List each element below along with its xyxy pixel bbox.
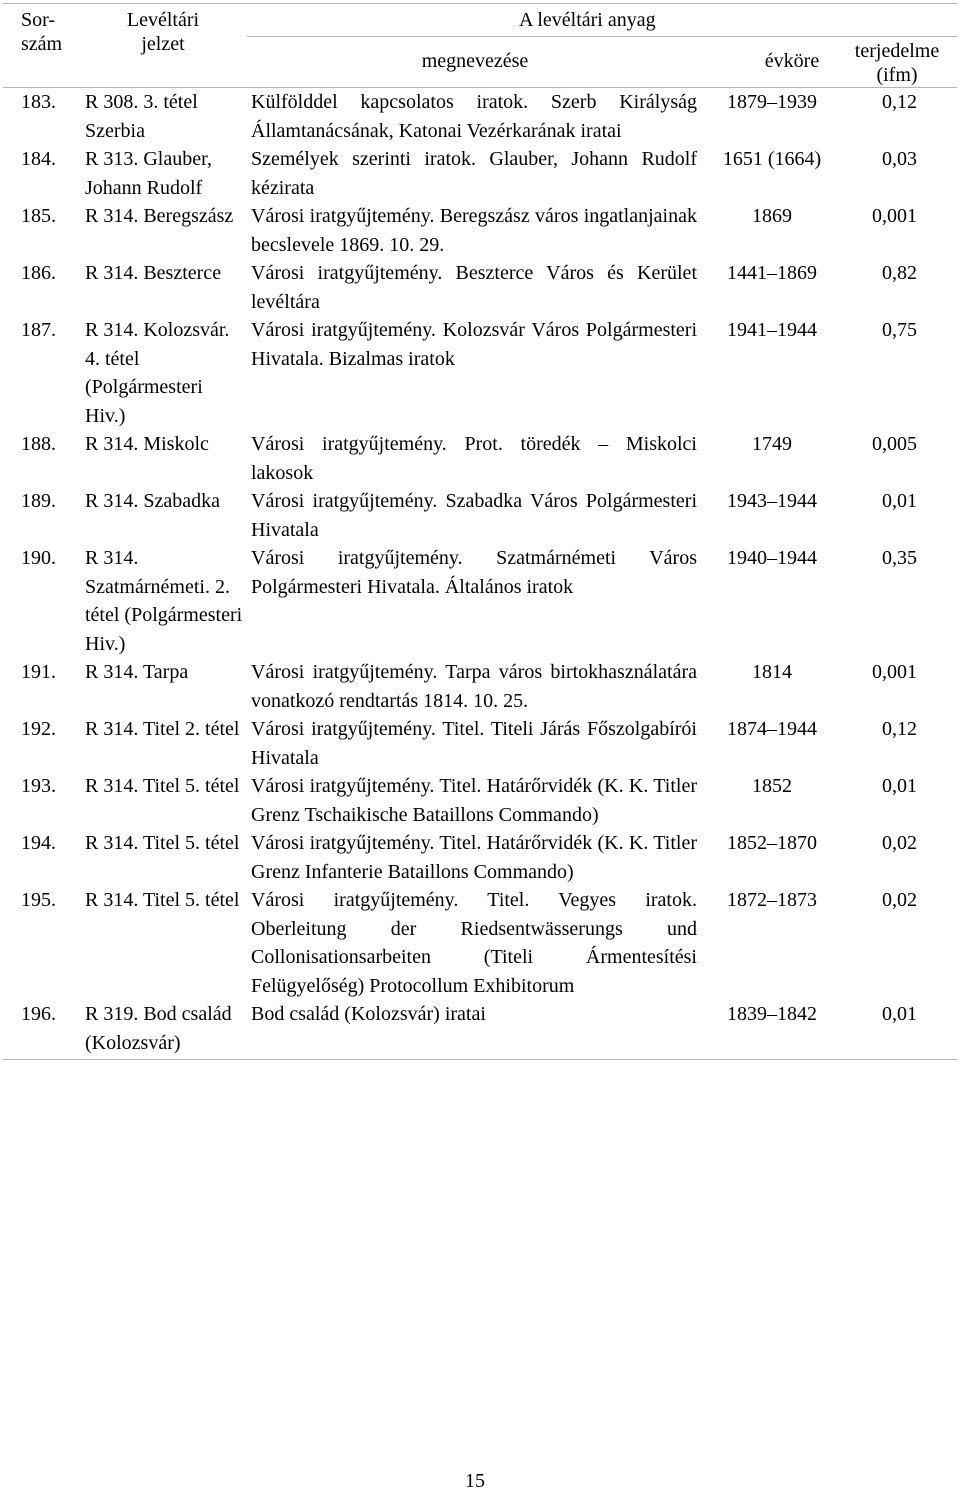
row-jelzet: R 319. Bod család (Kolozsvár) (79, 1000, 247, 1060)
table-row (3, 88, 957, 146)
row-years: 1839–1842 (703, 1000, 841, 1060)
row-number: 190. (21, 547, 56, 569)
header-anyag: A levéltári anyag (247, 4, 957, 37)
row-description: Városi iratgyűjtemény. Beszterce Város és Kerület levéltára (251, 262, 697, 313)
row-number: 185. (21, 205, 56, 227)
row-number: 195. (21, 889, 56, 911)
row-size: 0,82 (882, 262, 918, 284)
row-years: 1441–1869 (727, 262, 817, 284)
row-number: 186. (21, 262, 56, 284)
table-row (3, 259, 957, 316)
archive-table (3, 3, 957, 1060)
row-number: 193. (21, 775, 56, 797)
header-evkore: évköre (703, 37, 841, 88)
row-number: 194. (21, 832, 56, 854)
header-sorszam: Sor- szám (3, 4, 79, 88)
row-jelzet: R 314. Miskolc (85, 433, 209, 455)
table-row (3, 658, 957, 715)
table-row (3, 430, 957, 487)
row-years: 1941–1944 (727, 319, 817, 341)
page-number: 15 (465, 1470, 485, 1492)
row-jelzet: R 314. Titel 5. tétel (85, 889, 240, 911)
row-number: 191. (21, 661, 56, 683)
header-megnevezese: megnevezése (247, 37, 703, 88)
table-row (3, 829, 957, 886)
row-jelzet: R 308. 3. tétel Szerbia (85, 91, 198, 142)
row-years: 1852 (752, 775, 792, 797)
table-row (3, 145, 957, 202)
row-description: Bod család (Kolozsvár) iratai (247, 1000, 703, 1060)
row-description: Városi iratgyűjtemény. Szatmárnémeti Város Polgármesteri Hivatala. Általános iratok (251, 547, 697, 598)
row-years: 1852–1870 (727, 832, 817, 854)
header-terjedelme: terjedelme (ifm) (841, 37, 957, 88)
row-size: 0,005 (872, 433, 918, 455)
row-jelzet: R 313. Glauber, Johann Rudolf (85, 148, 212, 199)
row-size: 0,75 (882, 319, 918, 341)
row-jelzet: R 314. Tarpa (85, 661, 189, 683)
row-description: Külfölddel kapcsolatos iratok. Szerb Királyság Államtanácsának, Katonai Vezérkarának iratai (251, 91, 697, 142)
row-size: 0,12 (882, 91, 918, 113)
row-years: 1749 (752, 433, 792, 455)
row-description: Városi iratgyűjtemény. Titel. Vegyes iratok. Oberleitung der Riedsentwässerungs und Collonisationsarbeiten (Titeli Ármentesítési Felügyelőség) Protocollum Exhibitorum (251, 889, 697, 997)
row-years: 1814 (752, 661, 792, 683)
row-description: Városi iratgyűjtemény. Kolozsvár Város Polgármesteri Hivatala. Bizalmas iratok (251, 319, 697, 370)
row-size: 0,03 (882, 148, 918, 170)
row-jelzet: R 314. Szabadka (85, 490, 220, 512)
row-number: 196. (3, 1000, 79, 1060)
table-row (3, 715, 957, 772)
row-jelzet: R 314. Kolozsvár. 4. tétel (Polgármesteri Hiv.) (85, 319, 230, 427)
row-size: 0,01 (882, 490, 918, 512)
row-years: 1869 (752, 205, 792, 227)
row-size: 0,001 (872, 661, 918, 683)
row-size: 0,02 (882, 889, 918, 911)
row-jelzet: R 314. Szatmárnémeti. 2. tétel (Polgármesteri Hiv.) (85, 547, 243, 655)
row-number: 183. (21, 91, 56, 113)
table-row (3, 544, 957, 658)
row-years: 1879–1939 (727, 91, 817, 113)
row-description: Városi iratgyűjtemény. Titel. Titeli Járás Főszolgabírói Hivatala (251, 718, 697, 769)
table-body (3, 88, 957, 1060)
row-jelzet: R 314. Beszterce (85, 262, 222, 284)
row-number: 187. (21, 319, 56, 341)
row-description: Személyek szerinti iratok. Glauber, Johann Rudolf kézirata (251, 148, 697, 199)
table-row (3, 316, 957, 430)
row-number: 192. (21, 718, 56, 740)
row-jelzet: R 314. Beregszász (85, 205, 234, 227)
table-row (3, 772, 957, 829)
row-size: 0,001 (872, 205, 918, 227)
row-years: 1940–1944 (727, 547, 817, 569)
row-description: Városi iratgyűjtemény. Titel. Határőrvidék (K. K. Titler Grenz Infanterie Bataillons Commando) (251, 832, 697, 883)
row-size: 0,01 (882, 775, 918, 797)
table-row (3, 886, 957, 1000)
row-years: 1651 (1664) (722, 148, 822, 170)
row-jelzet: R 314. Titel 2. tétel (85, 718, 240, 740)
row-jelzet: R 314. Titel 5. tétel (85, 832, 240, 854)
row-years: 1872–1873 (727, 889, 817, 911)
row-description: Városi iratgyűjtemény. Szabadka Város Polgármesteri Hivatala (251, 490, 697, 541)
row-size: 0,01 (841, 1000, 957, 1060)
row-size: 0,02 (882, 832, 918, 854)
row-size: 0,12 (882, 718, 918, 740)
row-number: 188. (21, 433, 56, 455)
row-description: Városi iratgyűjtemény. Prot. töredék – Miskolci lakosok (251, 433, 697, 484)
row-size: 0,35 (882, 547, 918, 569)
table-row (3, 202, 957, 259)
row-jelzet: R 314. Titel 5. tétel (85, 775, 240, 797)
header-jelzet: Levéltári jelzet (79, 4, 247, 88)
row-years: 1874–1944 (727, 718, 817, 740)
row-number: 189. (21, 490, 56, 512)
table-row (3, 1000, 957, 1060)
row-description: Városi iratgyűjtemény. Titel. Határőrvidék (K. K. Titler Grenz Tschaikische Bataillons Commando) (251, 775, 697, 826)
table-row (3, 487, 957, 544)
row-description: Városi iratgyűjtemény. Beregszász város ingatlanjainak becslevele 1869. 10. 29. (251, 205, 697, 256)
row-years: 1943–1944 (727, 490, 817, 512)
row-description: Városi iratgyűjtemény. Tarpa város birtokhasználatára vonatkozó rendtartás 1814. 10. 25. (251, 661, 697, 712)
row-number: 184. (21, 148, 56, 170)
